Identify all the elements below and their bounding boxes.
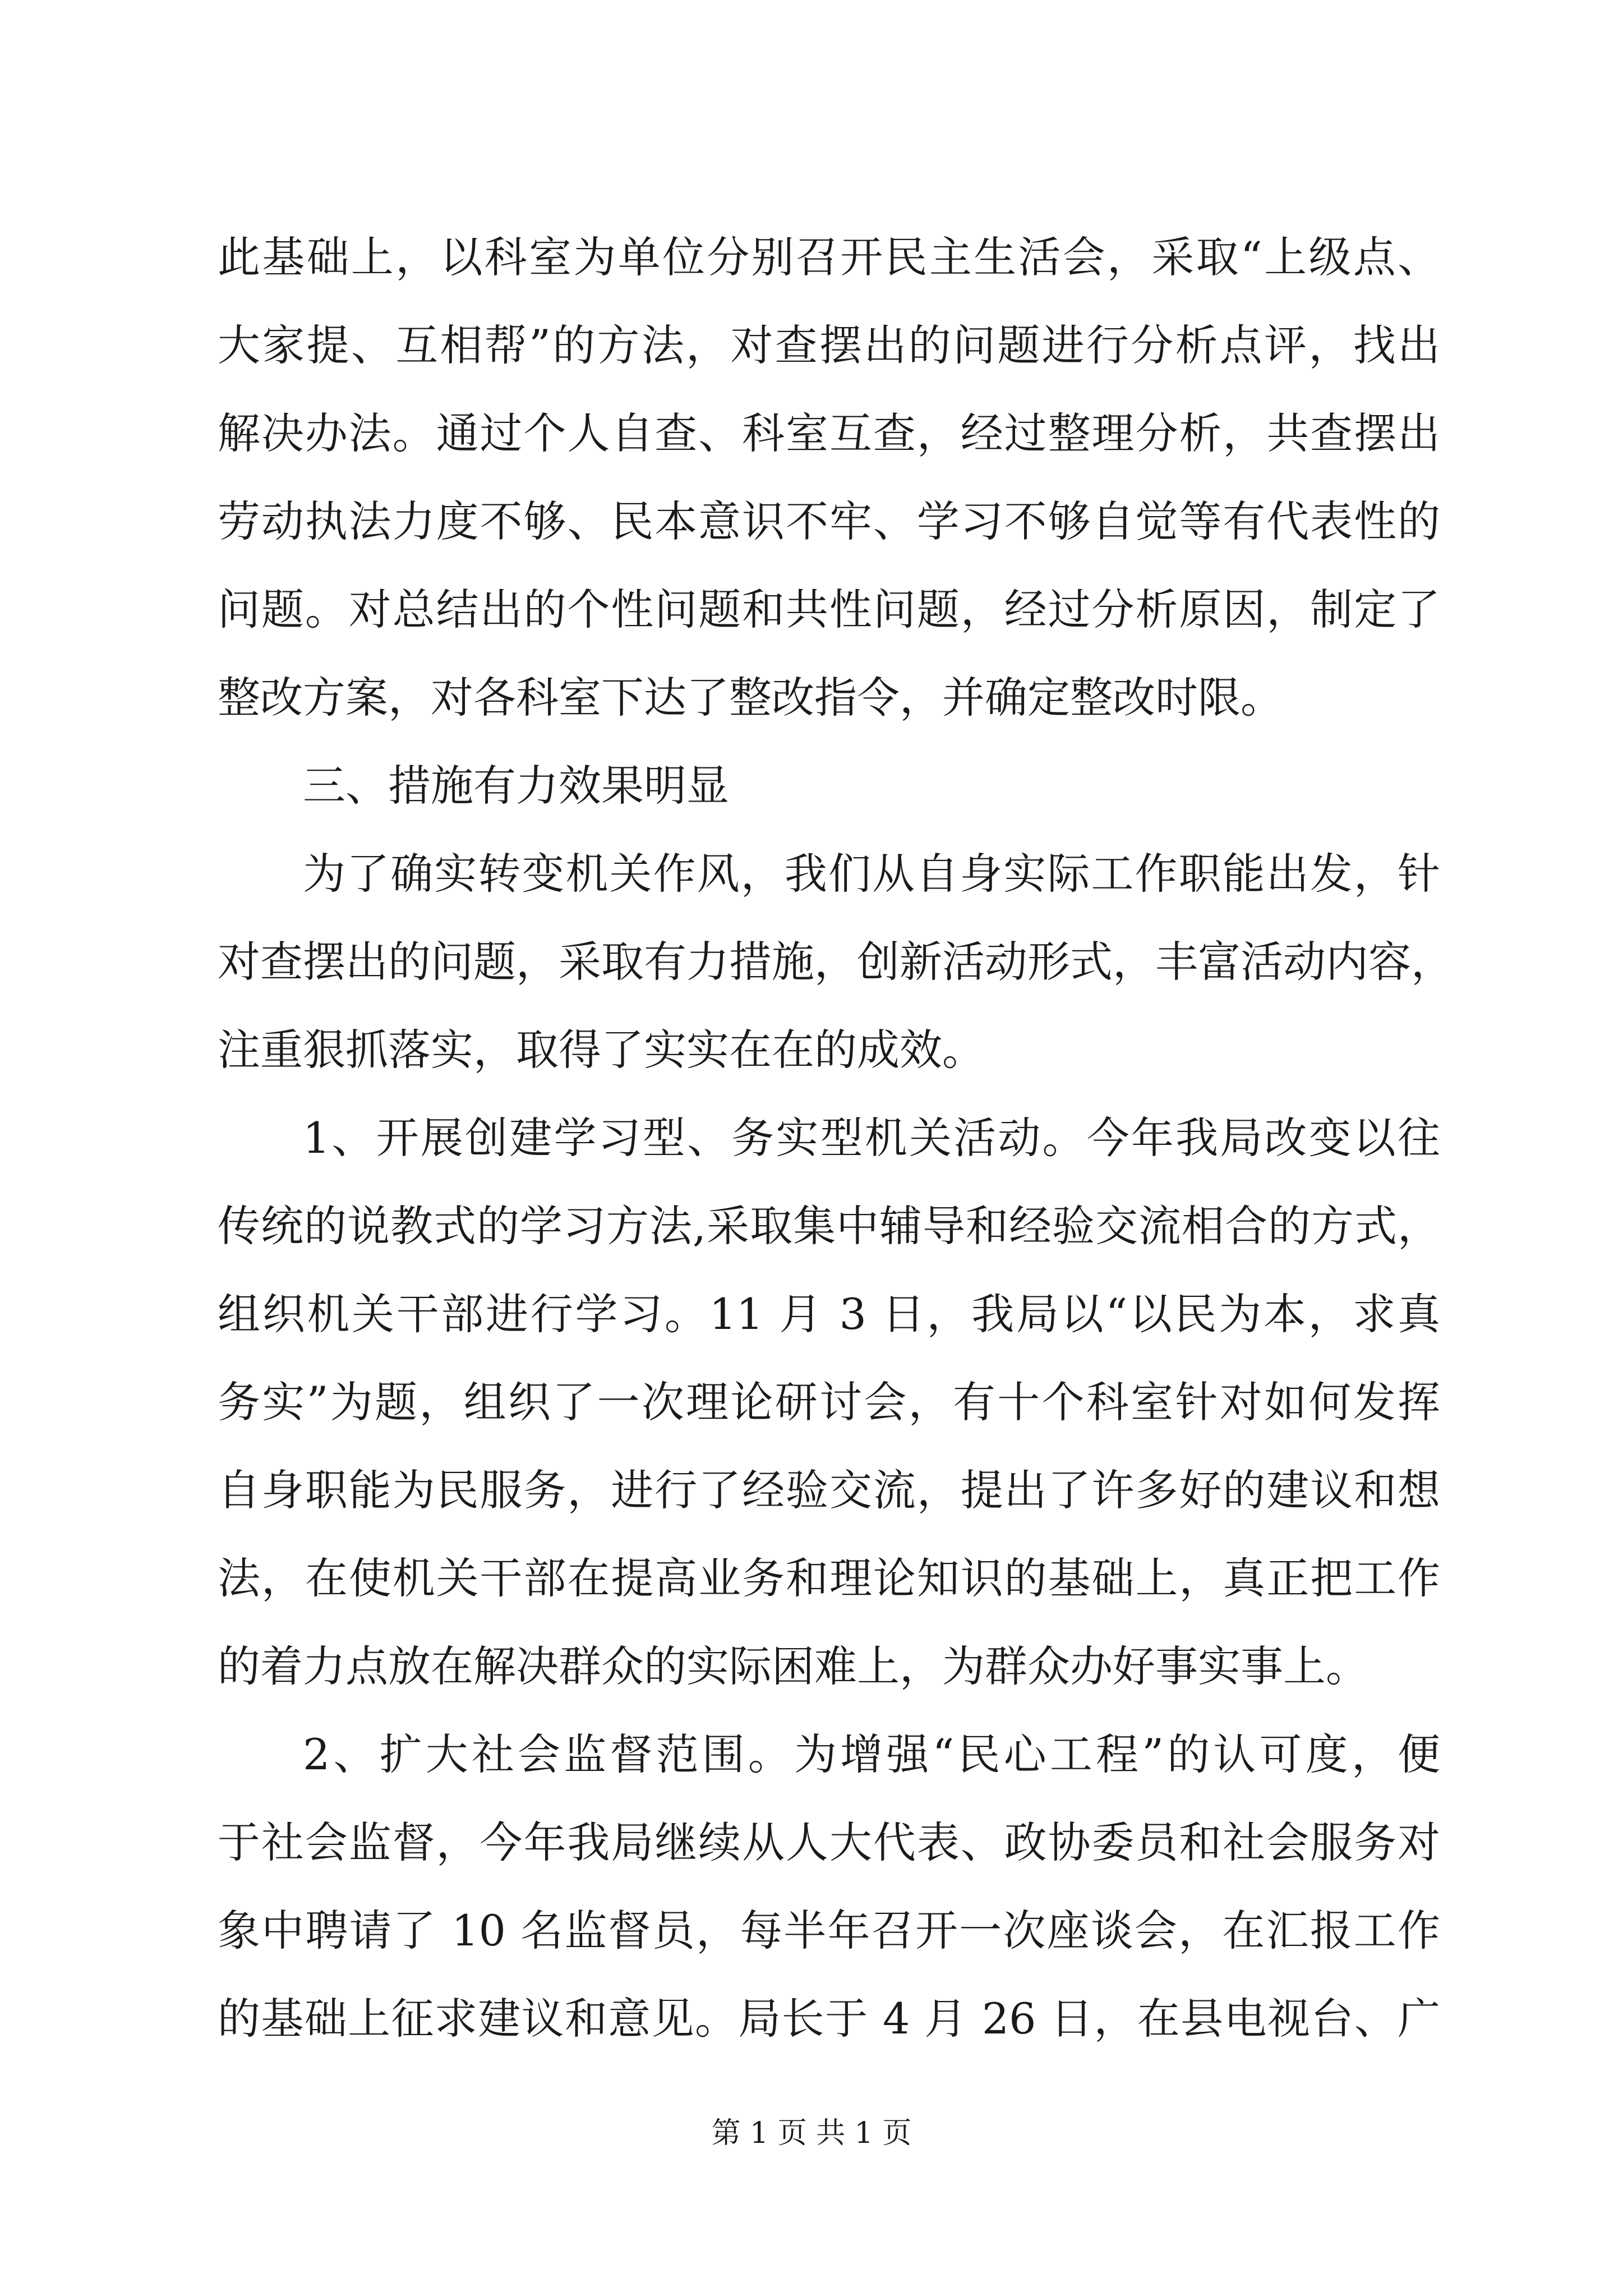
text-line: 整改方案，对各科室下达了整改指令，并确定整改时限。 [218,673,1283,723]
text-line: 问题。对总结出的个性问题和共性问题，经过分析原因，制定了 [218,585,1440,634]
page-footer [0,2109,1623,2151]
text-line: 2、扩大社会监督范围。为增强“民心工程”的认可度，便 [303,1729,1440,1779]
section-heading [218,742,1440,830]
text-line: 为了确实转变机关作风，我们从自身实际工作职能出发，针 [303,849,1440,899]
text-line: 大家提、互相帮”的方法，对查摆出的问题进行分析点评，找出 [218,320,1440,370]
text-line: 注重狠抓落实，取得了实实在在的成效。 [218,1025,985,1075]
text-line: 1、开展创建学习型、务实型机关活动。今年我局改变以往 [303,1113,1440,1163]
text-line: 传统的说教式的学习方法,采取集中辅导和经验交流相合的方式， [218,1201,1440,1251]
text-line: 此基础上，以科室为单位分别召开民主生活会，采取“上级点、 [218,232,1440,282]
paragraph [218,213,1440,742]
text-line: 自身职能为民服务，进行了经验交流，提出了许多好的建议和想 [218,1465,1440,1515]
text-line: 象中聘请了 10 名监督员，每半年召开一次座谈会，在汇报工作 [218,1906,1440,1955]
paragraph [218,1094,1440,1710]
page-number: 第 1 页 共 1 页 [711,2116,912,2150]
text-line: 的着力点放在解决群众的实际困难上，为群众办好事实事上。 [218,1641,1368,1691]
text-line: 解决办法。通过个人自查、科室互查，经过整理分析，共查摆出 [218,408,1440,458]
text-line: 劳动执法力度不够、民本意识不牢、学习不够自觉等有代表性的 [218,496,1440,546]
text-line: 于社会监督，今年我局继续从人大代表、政协委员和社会服务对 [218,1818,1440,1867]
text-line: 组织机关干部进行学习。11 月 3 日，我局以“以民为本，求真 [218,1289,1440,1339]
document-body [218,213,1454,2063]
text-line: 法，在使机关干部在提高业务和理论知识的基础上，真正把工作 [218,1553,1440,1603]
text-line: 对查摆出的问题，采取有力措施，创新活动形式，丰富活动内容， [218,937,1454,987]
heading-text: 三、措施有力效果明显 [303,761,729,811]
text-line: 的基础上征求建议和意见。局长于 4 月 26 日，在县电视台、广 [218,1994,1440,2044]
paragraph [218,830,1454,1094]
text-line: 务实”为题，组织了一次理论研讨会，有十个科室针对如何发挥 [218,1377,1440,1427]
paragraph [218,1710,1440,2063]
